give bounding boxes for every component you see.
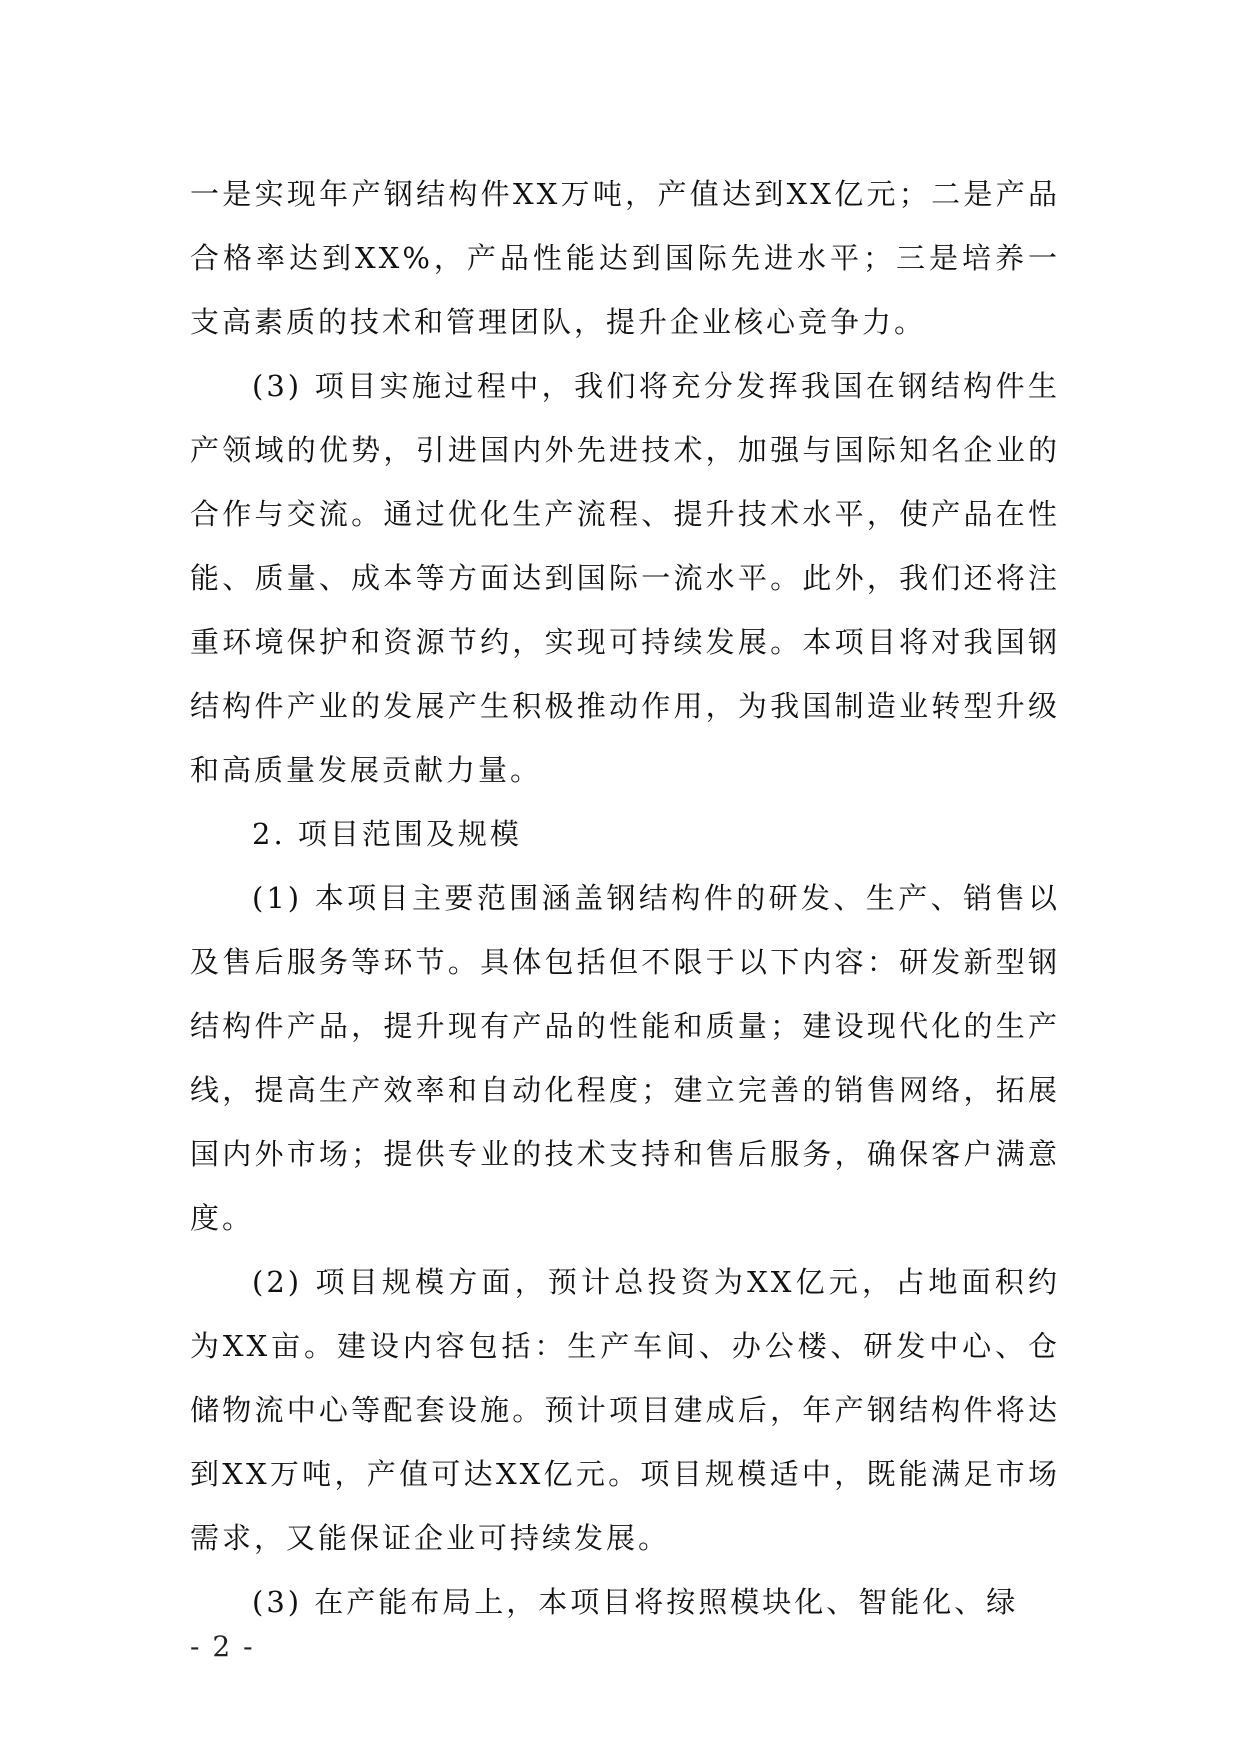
paragraph-item-3-implementation: (3) 项目实施过程中，我们将充分发挥我国在钢结构件生产领域的优势，引进国内外先进技术，加强与国际知名企业的合作与交流。通过优化生产流程、提升技术水平，使产品在性能、质量、成本等方面达到国际一流水平。此外，我们还将注重环境保护和资源节约，实现可持续发展。本项目将对我国钢结构件产业的发展产生积极推动作用，为我国制造业转型升级和高质量发展贡献力量。	[190, 369, 1060, 787]
paragraph-continuation: 一是实现年产钢结构件XX万吨，产值达到XX亿元；二是产品合格率达到XX%，产品性能达到国际先进水平；三是培养一支高素质的技术和管理团队，提升企业核心竞争力。	[190, 177, 1060, 339]
page-number: - 2 -	[190, 1630, 255, 1663]
paragraph-item-3-capacity: (3) 在产能布局上，本项目将按照模块化、智能化、绿	[252, 1585, 1019, 1619]
section-heading-scope: 2. 项目范围及规模	[252, 817, 522, 851]
paragraph-item-2-scale: (2) 项目规模方面，预计总投资为XX亿元，占地面积约为XX亩。建设内容包括：生产车间、办公楼、研发中心、仓储物流中心等配套设施。预计项目建成后，年产钢结构件将达到XX万吨，产值可达XX亿元。项目规模适中，既能满足市场需求，又能保证企业可持续发展。	[190, 1265, 1060, 1555]
document-body	[190, 162, 1060, 1634]
paragraph-item-1-scope: (1) 本项目主要范围涵盖钢结构件的研发、生产、销售以及售后服务等环节。具体包括但不限于以下内容：研发新型钢结构件产品，提升现有产品的性能和质量；建设现代化的生产线，提高生产效率和自动化程度；建立完善的销售网络，拓展国内外市场；提供专业的技术支持和售后服务，确保客户满意度。	[190, 881, 1060, 1235]
